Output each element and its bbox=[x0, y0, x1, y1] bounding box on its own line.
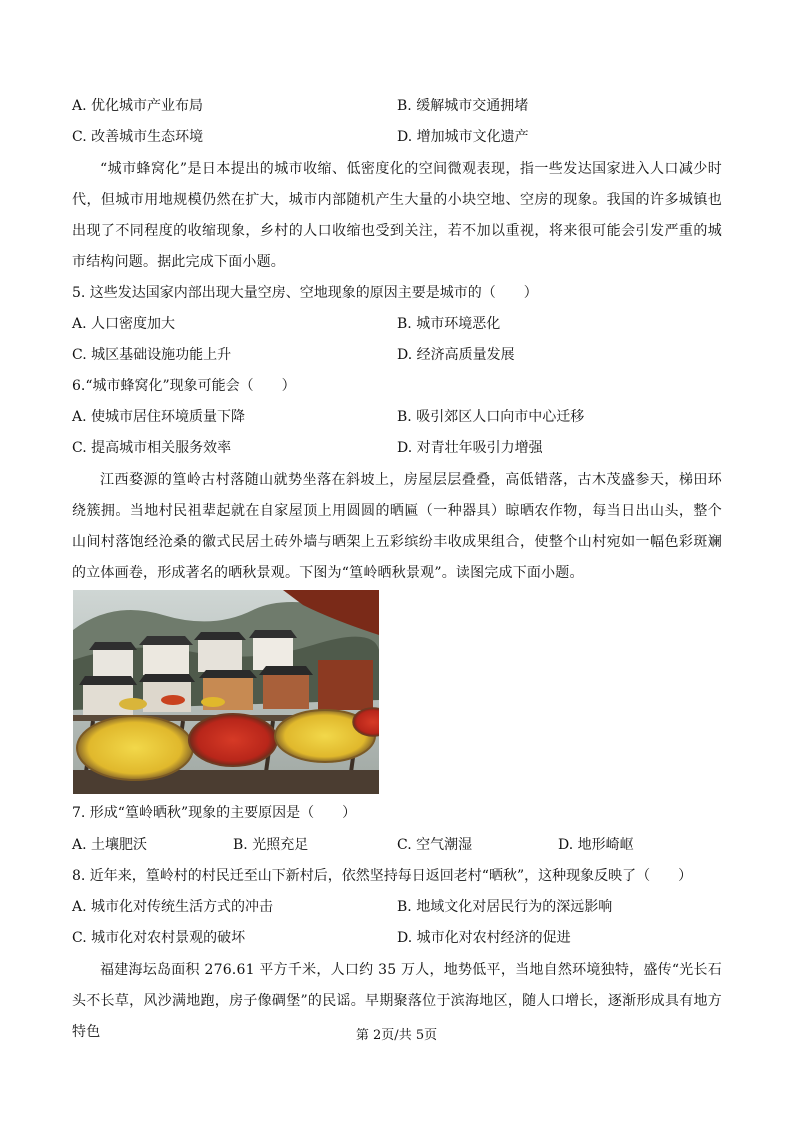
q8-option-a: A. 城市化对传统生活方式的冲击 bbox=[72, 899, 274, 915]
q8-option-b: B. 地域文化对居民行为的深远影响 bbox=[397, 899, 613, 915]
q4-option-c: C. 改善城市生态环境 bbox=[72, 129, 204, 145]
passage-haitan-island: 福建海坛岛面积 276.61 平方千米，人口约 35 万人，地势低平，当地自然环境独特，盛传“光长石头不长草，风沙满地跑，房子像碉堡”的民谣。早期聚落位于滨海地区，随人口增长，逐渐形成具有地方特色 bbox=[72, 962, 722, 1040]
q7-option-d: D. 地形崎岖 bbox=[558, 837, 634, 853]
q7-stem: 7. 形成“篁岭晒秋”现象的主要原因是（ ） bbox=[72, 805, 357, 821]
q5-option-b: B. 城市环境恶化 bbox=[397, 316, 501, 332]
q6-option-d: D. 对青壮年吸引力增强 bbox=[397, 440, 543, 456]
q7-option-b: B. 光照充足 bbox=[233, 837, 309, 853]
q8-option-c: C. 城市化对农村景观的破坏 bbox=[72, 930, 246, 946]
q5-option-a: A. 人口密度加大 bbox=[72, 316, 176, 332]
q7-option-c: C. 空气潮湿 bbox=[397, 837, 473, 853]
q8-option-d: D. 城市化对农村经济的促进 bbox=[397, 930, 571, 946]
q4-option-d: D. 增加城市文化遗产 bbox=[397, 129, 529, 145]
q4-option-a: A. 优化城市产业布局 bbox=[72, 98, 204, 114]
q6-option-c: C. 提高城市相关服务效率 bbox=[72, 440, 232, 456]
q7-option-a: A. 土壤肥沃 bbox=[72, 837, 148, 853]
page-number: 第 2页/共 5页 bbox=[355, 1028, 438, 1043]
q6-stem: 6.“城市蜂窝化”现象可能会（ ） bbox=[72, 378, 296, 394]
q6-option-a: A. 使城市居住环境质量下降 bbox=[72, 409, 246, 425]
q6-option-b: B. 吸引郊区人口向市中心迁移 bbox=[397, 409, 585, 425]
passage-city-honeycomb: “城市蜂窝化”是日本提出的城市收缩、低密度化的空间微观表现，指一些发达国家进入人口减少时代，但城市用地规模仍然在扩大，城市内部随机产生大量的小块空地、空房的现象。我国的许多城镇也出现了不同程度的收缩现象，乡村的人口收缩也受到关注，若不加以重视，将来很可能会引发严重的城市结构问题。据此完成下面小题。 bbox=[72, 161, 722, 270]
q5-option-d: D. 经济高质量发展 bbox=[397, 347, 515, 363]
q8-stem: 8. 近年来，篁岭村的村民迁至山下新村后，依然坚持每日返回老村“晒秋”，这种现象反映了（ ） bbox=[72, 868, 693, 884]
huangling-photo bbox=[73, 590, 379, 794]
q5-stem: 5. 这些发达国家内部出现大量空房、空地现象的原因主要是城市的（ ） bbox=[72, 285, 538, 301]
q4-option-b: B. 缓解城市交通拥堵 bbox=[397, 98, 529, 114]
passage-huangling: 江西婺源的篁岭古村落随山就势坐落在斜坡上，房屋层层叠叠，高低错落，古木茂盛参天，梯田环绕簇拥。当地村民祖辈起就在自家屋顶上用圆圆的晒匾（一种器具）晾晒农作物，每当日出山头，整个山间村落饱经沧桑的徽式民居土砖外墙与晒架上五彩缤纷丰收成果组合，使整个山村宛如一幅色彩斑斓的立体画卷，形成著名的晒秋景观。下图为“篁岭晒秋景观”。读图完成下面小题。 bbox=[72, 472, 722, 581]
q5-option-c: C. 城区基础设施功能上升 bbox=[72, 347, 232, 363]
